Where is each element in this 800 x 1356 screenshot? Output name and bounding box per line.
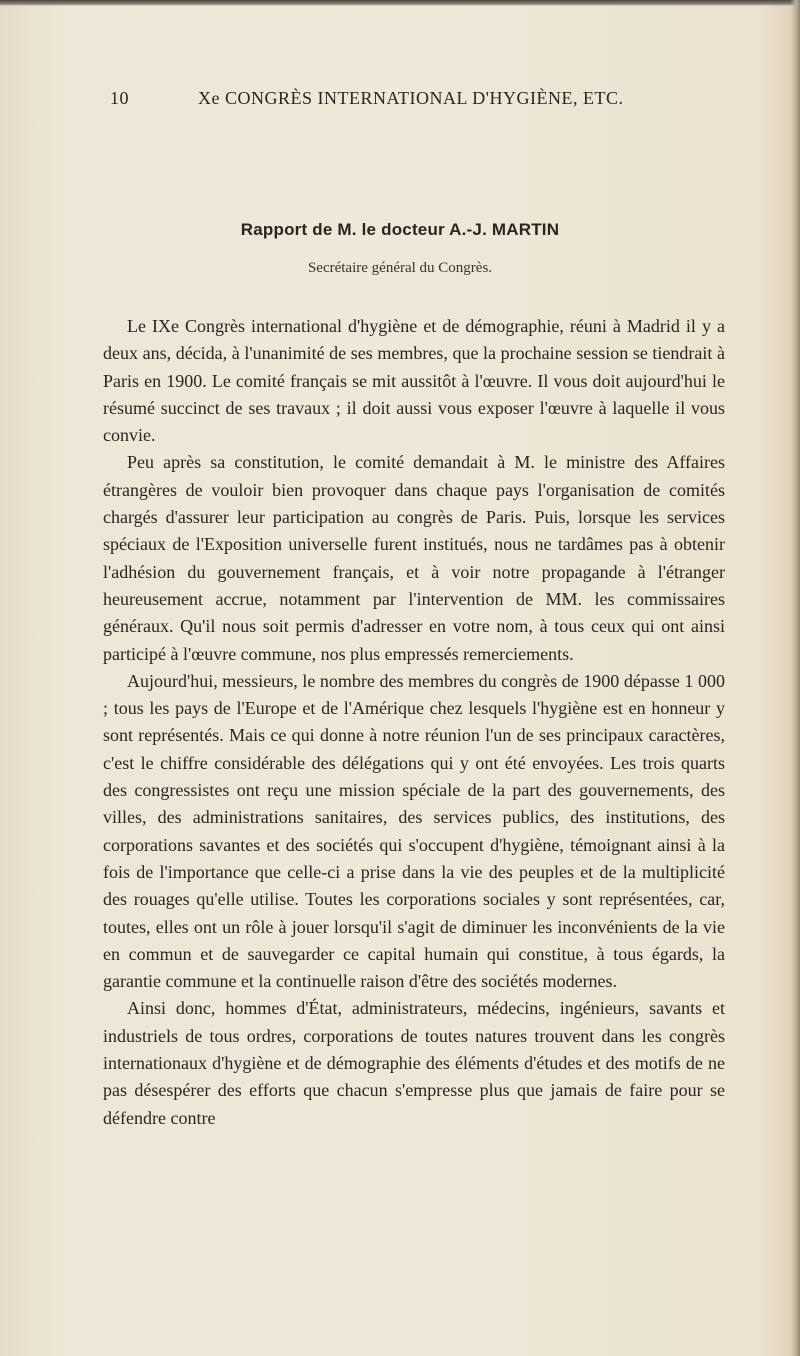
page-number: 10 — [110, 88, 129, 108]
page-top-edge — [0, 0, 800, 6]
report-title: Rapport de M. le docteur A.-J. MARTIN — [240, 220, 560, 239]
paragraph-1: Le IXe Congrès international d'hygiène et de démographie, réuni à Madrid il y a deux ans, décida, à l'unanimité de ses membres, que la prochaine session se tiendrait à Paris en 1900. Le comité français se mit aussitôt à l'œuvre. Il vous doit aujourd'hui le résumé succinct de ses travaux ; il doit aussi vous exposer l'œuvre à laquelle il vous convie. — [103, 316, 725, 446]
paragraph-3: Aujourd'hui, messieurs, le nombre des membres du congrès de 1900 dépasse 1 000 ; tous les pays de l'Europe et de l'Amérique chez lesquels l'hygiène est en honneur y sont représentés. Mais ce qui donne à notre réunion l'un de ses principaux caractères, c'est le chiffre considérable des délégations qui y ont été envoyées. Les trois quarts des congressistes ont reçu une mission spéciale de la part des gouvernements, des villes, des administrations sanitaires, des services publics, des institutions, des corporations savantes et des sociétés qui s'occupent d'hygiène, témoignant ainsi à la fois de l'importance que celle-ci a prise dans la vie des peuples et de la multiplicité des rouages qu'elle utilise. Toutes les corporations sociales y sont représentées, car, toutes, elles ont un rôle à jouer lorsqu'il s'agit de diminuer les inconvénients de la vie en commun et de sauvegarder ce capital humain qui constitue, à tous égards, la garantie commune et la continuelle raison d'être des sociétés modernes. — [103, 670, 725, 992]
body-text — [103, 313, 725, 1132]
paragraph-4: Ainsi donc, hommes d'État, administrateurs, médecins, ingénieurs, savants et industriels de tous ordres, corporations de toutes natures trouvent dans les congrès internationaux d'hygiène et de démographie des éléments d'études et des motifs de ne pas désespérer des efforts que chacun s'empresse plus que jamais de faire pour se défendre contre — [103, 998, 725, 1128]
report-subtitle: Secrétaire général du Congrès. — [307, 260, 493, 276]
running-head-title: Xe CONGRÈS INTERNATIONAL D'HYGIÈNE, ETC. — [198, 88, 624, 108]
paragraph-2: Peu après sa constitution, le comité demandait à M. le ministre des Affaires étrangères de vouloir bien provoquer dans chaque pays l'organisation de comités chargés d'assurer leur participation au congrès de Paris. Puis, lorsque les services spéciaux de l'Exposition universelle furent institués, nous ne tardâmes pas à obtenir l'adhésion du gouvernement français, et à voir notre propagande à l'étranger heureusement accrue, notamment par l'intervention de MM. les commissaires généraux. Qu'il nous soit permis d'adresser en votre nom, à tous ceux qui ont ainsi participé à l'œuvre commune, nos plus empressés remerciements. — [103, 452, 725, 664]
running-head — [110, 88, 720, 112]
page-right-edge — [790, 0, 800, 1356]
